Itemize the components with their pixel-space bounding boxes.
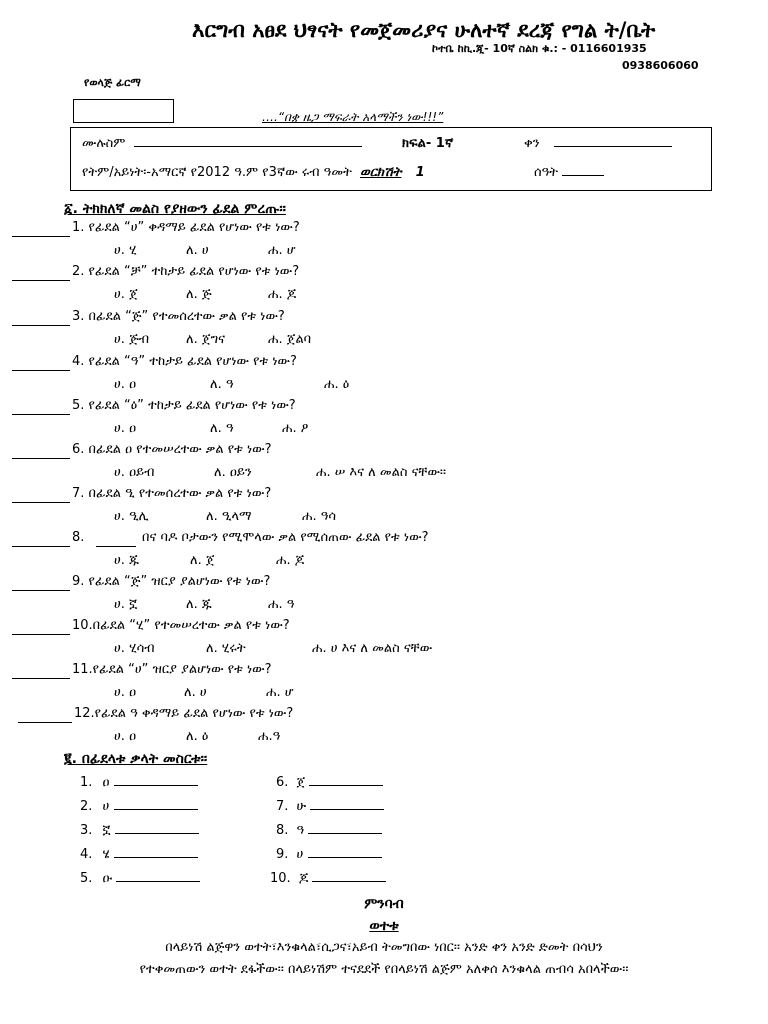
item-number: 8.: [276, 823, 289, 838]
letter: ዑ: [102, 871, 113, 886]
letter: ዐ: [102, 775, 110, 790]
parent-signature-label: የወላጅ ፊርማ: [84, 76, 141, 89]
option-b: ለ. ሀ: [186, 243, 209, 258]
phone-number: 0938606060: [622, 59, 699, 72]
time-label: ሰዓት: [534, 165, 559, 180]
option-a: ሀ. ዐ: [114, 377, 137, 392]
option-c: ሐ. ሠ እና ለ መልስ ናቸው፡፡: [316, 465, 447, 480]
reading-line-2: የተቀመጠውን ወተት ደፋችው፡፡ በላይነሽም ተናደደች የበላይነሽ ልጅም አለቀሰ እንቁላል ጠብሳ አበላችው፡፡: [139, 962, 629, 977]
word-item: [276, 823, 382, 838]
letter: ኟ: [102, 823, 111, 838]
option-c: ሐ. ጀልባ: [268, 332, 312, 347]
option-b: ለ. ዕ: [186, 729, 209, 744]
option-c: ሐ. ዓሳ: [302, 509, 337, 524]
letter: ሀ: [102, 799, 110, 814]
letter: ጆ: [298, 871, 309, 886]
question-text: 10.በፊደል “ሂ” የተመሠረተው ቃል የቱ ነው?: [72, 618, 290, 633]
option-c: ሐ. ዖ: [282, 421, 309, 436]
item-number: 4.: [80, 847, 93, 862]
option-b: ለ. ጁ: [186, 597, 212, 612]
option-b: ለ. ጀ: [190, 553, 215, 568]
option-b: ለ. ዓ: [210, 421, 234, 436]
answer-blank[interactable]: [18, 722, 72, 723]
reading-title: ወተቱ: [369, 918, 399, 934]
word-item: [80, 847, 198, 862]
subject-row: [82, 165, 425, 180]
question-text: 9. የፊደል “ጅ” ዝርያ ያልሆነው የቱ ነው?: [72, 574, 271, 589]
reading-heading: ምንባብ: [364, 896, 404, 912]
option-c: ሐ. ሀ እና ለ መልስ ናቸው: [312, 641, 433, 656]
word-answer-field[interactable]: [310, 808, 384, 810]
word-item: [276, 799, 384, 814]
word-answer-field[interactable]: [114, 784, 198, 786]
date-label: ቀን: [524, 136, 540, 151]
option-c: ሐ. ጆ: [268, 287, 297, 302]
section2-heading: ፪. በፊደላቱ ቃላት መስርቱ፡፡: [64, 751, 208, 767]
item-number: 1.: [80, 775, 93, 790]
question-text: 1. የፊደል “ሀ” ቀዳማይ ፊደል የሆነው የቱ ነው?: [72, 220, 300, 235]
letter: ሄ: [102, 847, 110, 862]
option-a: ሀ. ኟ: [114, 597, 138, 612]
word-answer-field[interactable]: [114, 808, 198, 810]
school-motto: ….“በቋ ዜጋ ማፍራት አላማችን ነው!!!”: [262, 110, 444, 124]
question-number: 8.: [72, 530, 85, 545]
answer-blank[interactable]: [12, 678, 70, 679]
date-field[interactable]: [554, 146, 672, 147]
option-c: ሐ. ጆ: [276, 553, 305, 568]
option-c: ሐ. ዕ: [324, 377, 350, 392]
word-answer-field[interactable]: [312, 880, 386, 882]
option-c: ሐ. ዓ: [268, 597, 295, 612]
worksheet-label: ወርክሽት: [360, 165, 402, 180]
time-field[interactable]: [562, 175, 604, 176]
item-number: 6.: [276, 775, 289, 790]
signature-box[interactable]: [73, 99, 174, 123]
question-text: 2. የፊደል “ቻ” ተከታይ ፊደል የሆነው የቱ ነው?: [72, 264, 300, 279]
answer-blank[interactable]: [12, 236, 70, 237]
option-a: ሀ. ዐ: [114, 729, 137, 744]
option-b: ለ. ዒላማ: [206, 509, 252, 524]
worksheet-number: 1: [415, 165, 425, 180]
question-text: 6. በፊደል ዐ የተመሠረተው ቃል የቱ ነው?: [72, 442, 272, 457]
option-b: ለ. ጀግና: [186, 332, 226, 347]
date-field-row: [524, 136, 672, 151]
option-c: ሐ. ሆ: [266, 685, 294, 700]
letter: ዓ: [296, 823, 305, 838]
word-answer-field[interactable]: [308, 856, 382, 858]
option-a: ሀ. ዐ: [114, 685, 137, 700]
option-a: ሀ. ሂ: [114, 243, 137, 258]
answer-blank[interactable]: [12, 590, 70, 591]
answer-blank[interactable]: [12, 458, 70, 459]
option-a: ሀ. ዒሊ: [114, 509, 149, 524]
word-item: [80, 871, 200, 886]
contact-line: ኮተቤ ከኪ.ጂ- 10ኛ ስልክ ቁ.: - 0116601935: [432, 42, 647, 55]
answer-blank[interactable]: [12, 502, 70, 503]
option-b: ለ. ዐይን: [214, 465, 252, 480]
word-answer-field[interactable]: [115, 832, 199, 834]
option-a: ሀ. ጀ: [114, 287, 138, 302]
reading-line-1: በላይነሽ ልጅዋን ወተት፣እንቁላል፣ሲጋና፣አይብ ትመግበው ነበር፡፡ አንድ ቀን አንድ ድመት በሳህን: [165, 940, 603, 955]
option-b: ለ. ሂሩት: [206, 641, 246, 656]
question-text: 4. የፊደል “ዓ” ተከታይ ፊደል የሆነው የቱ ነው?: [72, 354, 297, 369]
grade-label: ክፍል- 1ኛ: [402, 136, 454, 151]
item-number: 9.: [276, 847, 289, 862]
question-text: 3. በፊደል “ጅ” የተመሰረተው ቃል የቱ ነው?: [72, 309, 285, 324]
option-a: ሀ. ጁ: [114, 553, 139, 568]
answer-blank[interactable]: [12, 414, 70, 415]
subject-line: የትም/አይነት፡-አማርኛ የ2012 ዓ.ም የ3ኛው ሩብ ዓመት: [82, 165, 352, 180]
word-item: [270, 871, 386, 886]
answer-blank[interactable]: [12, 634, 70, 635]
item-number: 5.: [80, 871, 93, 886]
name-label: ሙሉስም: [82, 136, 126, 151]
section1-heading: ፩. ትክክለኛ መልስ የያዘውን ፊደል ምረጡ፡፡: [64, 201, 286, 217]
option-a: ሀ. ዐይብ: [114, 465, 155, 480]
name-field[interactable]: [134, 146, 362, 147]
letter: ሀ: [296, 847, 304, 862]
option-b: ለ. ዓ: [210, 377, 234, 392]
option-a: ሀ. ዐ: [114, 421, 137, 436]
item-number: 2.: [80, 799, 93, 814]
word-item: [80, 823, 199, 838]
word-item: [276, 775, 383, 790]
answer-blank[interactable]: [12, 280, 70, 281]
option-c: ሐ.ዓ: [258, 729, 281, 744]
word-item: [276, 847, 382, 862]
question-text: በና ባዶ ቦታውን የሚሞላው ቃል የሚሰጠው ፊደል የቱ ነው?: [142, 530, 429, 545]
item-number: 10.: [270, 871, 291, 886]
word-answer-field[interactable]: [114, 856, 198, 858]
word-answer-field[interactable]: [308, 832, 382, 834]
answer-blank[interactable]: [12, 370, 70, 371]
question-text: 5. የፊደል “ዕ” ተከታይ ፊደል የሆነው የቱ ነው?: [72, 398, 296, 413]
answer-blank[interactable]: [12, 325, 70, 326]
word-item: [80, 799, 198, 814]
word-item: [80, 775, 198, 790]
question-text: 12.የፊደል ዓ ቀዳማይ ፊደል የሆነው የቱ ነው?: [74, 706, 294, 721]
fill-in-blank[interactable]: [96, 546, 136, 547]
word-answer-field[interactable]: [116, 880, 200, 882]
option-a: ሀ. ጅብ: [114, 332, 150, 347]
question-text: 11.የፊደል “ሀ” ዝርያ ያልሆነው የቱ ነው?: [72, 662, 272, 677]
option-a: ሀ. ሂሳብ: [114, 641, 155, 656]
item-number: 3.: [80, 823, 93, 838]
school-title: እርግብ አፀደ ህፃናት የመጀመሪያና ሁለተኛ ደረጃ የግል ት/ቤት: [192, 18, 656, 42]
item-number: 7.: [276, 799, 289, 814]
letter: ሁ: [296, 799, 307, 814]
letter: ጀ: [296, 775, 306, 790]
answer-blank[interactable]: [12, 546, 70, 547]
option-b: ለ. ጅ: [186, 287, 212, 302]
name-field-row: [82, 136, 362, 151]
time-field-row: [534, 165, 604, 180]
option-c: ሐ. ሆ: [268, 243, 296, 258]
word-answer-field[interactable]: [309, 784, 383, 786]
question-text: 7. በፊደል ዒ የተመሰረተው ቃል የቱ ነው?: [72, 486, 272, 501]
option-b: ለ. ሀ: [184, 685, 207, 700]
